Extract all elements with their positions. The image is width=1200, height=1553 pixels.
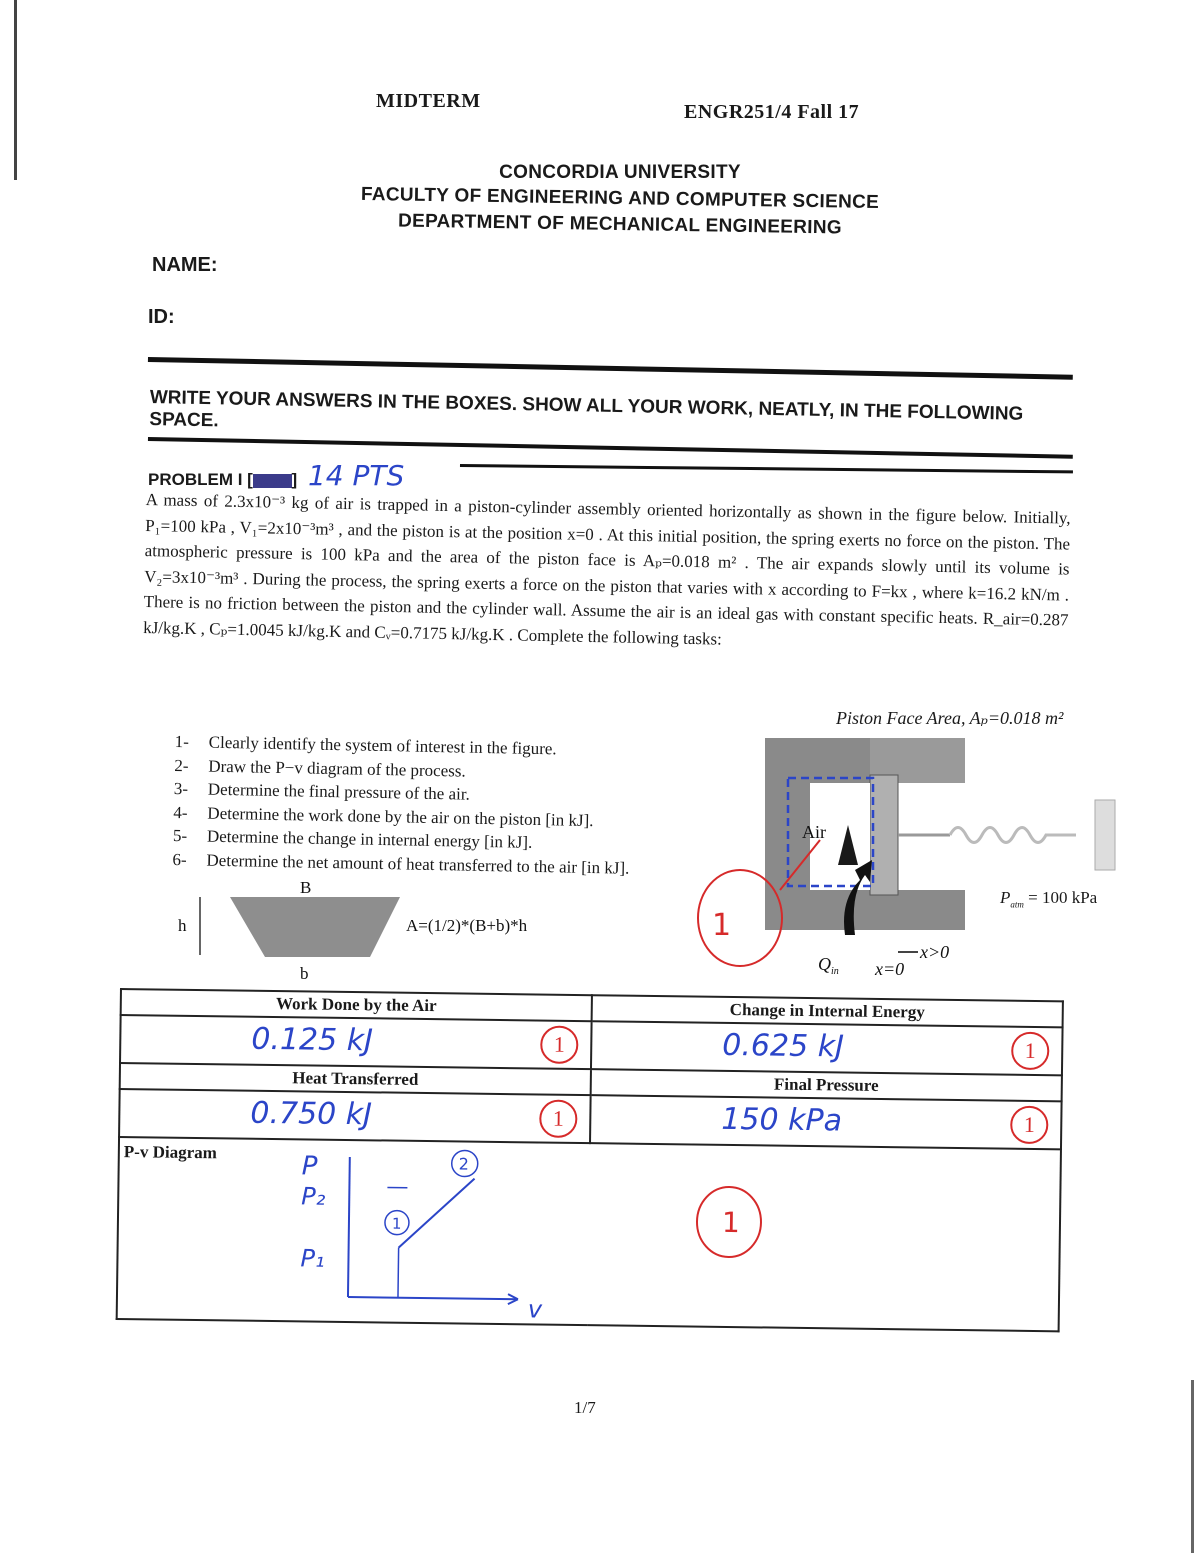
cylinder-bottom-wall xyxy=(765,890,965,930)
task-number: 4- xyxy=(173,802,188,822)
pv-x-axis xyxy=(348,1297,518,1299)
task-text: Determine the net amount of heat transferred to the air [in kJ]. xyxy=(206,850,630,878)
du-label: Change in Internal Energy xyxy=(729,999,925,1022)
air-label: Air xyxy=(802,822,826,842)
faculty-name: FACULTY OF ENGINEERING AND COMPUTER SCIENCE xyxy=(360,183,880,214)
trapezoid-top-label: B xyxy=(300,878,312,897)
work-value: 0.125 kJ xyxy=(251,1021,374,1059)
work-label: Work Done by the Air xyxy=(275,994,437,1016)
task-list xyxy=(172,730,755,882)
piston-cylinder-figure xyxy=(712,730,1140,990)
heat-value: 0.750 kJ xyxy=(250,1095,373,1133)
task-number: 1- xyxy=(174,731,190,752)
patm-value: = 100 kPa xyxy=(1028,888,1098,907)
spring-wall xyxy=(1095,800,1115,870)
pv-v-axis-label: v xyxy=(527,1295,543,1324)
du-points: 1 xyxy=(1011,1032,1049,1070)
pv-label: P-v Diagram xyxy=(123,1142,217,1163)
task-number: 3- xyxy=(173,778,189,799)
atmospheric-pressure xyxy=(1000,888,1097,909)
trapezoid-height-label: h xyxy=(178,916,187,935)
university-name: CONCORDIA UNIVERSITY xyxy=(499,162,741,183)
id-label: ID: xyxy=(148,306,175,328)
du-value: 0.625 kJ xyxy=(722,1027,845,1065)
trapezoid-formula: A=(1/2)*(B+b)*h xyxy=(406,916,528,935)
pv-p1-label: P₁ xyxy=(300,1244,325,1273)
task-number: 5- xyxy=(172,825,188,846)
pv-diagram-cell xyxy=(117,1137,1061,1331)
task-text: Determine the work done by the air on the piston [in kJ]. xyxy=(207,803,594,830)
task-text: Draw the P−v diagram of the process. xyxy=(208,756,466,781)
trapezoid-shape xyxy=(230,897,400,957)
pressure-label: Final Pressure xyxy=(773,1074,879,1095)
heat-label: Heat Transferred xyxy=(292,1068,419,1089)
pressure-value: 150 kPa xyxy=(721,1101,843,1139)
pv-points: 1 xyxy=(721,1205,741,1240)
department-name: DEPARTMENT OF MECHANICAL ENGINEERING xyxy=(397,210,843,239)
pv-p-axis-label: P xyxy=(301,1151,318,1182)
pv-p2-label: P₂ xyxy=(301,1182,326,1211)
pv-v1-drop xyxy=(398,1248,399,1298)
answer-table xyxy=(116,988,1064,1332)
exam-type: MIDTERM xyxy=(376,90,481,112)
patm-symbol: P xyxy=(1000,888,1011,907)
problem-title-end: ] xyxy=(291,470,298,489)
problem-title-text: PROBLEM I [ xyxy=(148,470,253,489)
patm-subscript: atm xyxy=(1010,899,1024,910)
task-text: Determine the final pressure of the air. xyxy=(207,779,470,804)
task-number: 2- xyxy=(174,755,189,775)
work-value-cell xyxy=(120,1015,592,1069)
divider xyxy=(148,357,1073,380)
pv-y-axis xyxy=(348,1157,350,1297)
q-in-label xyxy=(818,954,839,977)
pv-process-line xyxy=(399,1178,475,1249)
pv-state1-label: 1 xyxy=(391,1214,402,1233)
heat-value-cell xyxy=(119,1089,591,1143)
name-label: NAME: xyxy=(152,254,218,276)
pressure-value-cell xyxy=(590,1095,1062,1149)
scan-edge xyxy=(1191,1380,1194,1553)
course-code: ENGR251/4 Fall 17 xyxy=(684,101,860,123)
trapezoid-hint xyxy=(170,875,590,985)
heat-points: 1 xyxy=(539,1100,577,1138)
problem-paragraph: A mass of 2.3x10⁻³ kg of air is trapped in a piston-cylinder assembly oriented horizontally as shown in the figure below. Initially, P₁=100 kPa , V₁=2x10⁻³m³ , and the piston is at the position x=0 . At this initial position, the spring exerts no force on the piston. The atmospheric pressure is 100 kPa and the area of the piston face is Aₚ=0.018 m² . The air expands slowly until its volume is V₂=3x10⁻³m³ . During the process, the spring exerts a force on the piston that varies with x according to F=kx , where k=16.2 kN/m . There is no friction between the piston and the cylinder wall. Assume the air is an ideal gas with constant specific heats. R_air=0.287 kJ/kg.K , Cₚ=1.0045 kJ/kg.K and Cᵥ=0.7175 kJ/kg.K . Complete the following tasks: xyxy=(142,489,1071,649)
divider xyxy=(460,464,1073,473)
spring xyxy=(950,828,1076,843)
task-number: 6- xyxy=(172,849,187,869)
trapezoid-bottom-label: b xyxy=(300,964,309,983)
x-zero-label: x=0 xyxy=(875,959,905,979)
instructions: WRITE YOUR ANSWERS IN THE BOXES. SHOW ALL YOUR WORK, NEATLY, IN THE FOLLOWING SPACE. xyxy=(149,387,1024,432)
pv-sketch xyxy=(278,1146,840,1328)
du-value-cell xyxy=(591,1021,1063,1075)
x-positive-label: x>0 xyxy=(920,942,950,962)
problem-statement xyxy=(143,487,1071,659)
scan-edge xyxy=(14,0,17,180)
task-text: Clearly identify the system of interest in the figure. xyxy=(208,732,557,759)
piston-area-caption: Piston Face Area, Aₚ=0.018 m² xyxy=(836,708,1064,728)
q-subscript: in xyxy=(831,966,839,977)
handwritten-points: 14 PTS xyxy=(307,459,405,492)
task-text: Determine the change in internal energy [in kJ]. xyxy=(206,826,533,852)
struck-points: 12 pts xyxy=(254,474,290,488)
page-number: 1/7 xyxy=(574,1398,596,1417)
red-grade-mark: 1 xyxy=(712,908,732,943)
q-symbol: Q xyxy=(818,954,831,974)
pv-state2-label: 2 xyxy=(458,1154,470,1174)
work-points: 1 xyxy=(540,1026,578,1064)
pressure-points: 1 xyxy=(1010,1106,1048,1144)
